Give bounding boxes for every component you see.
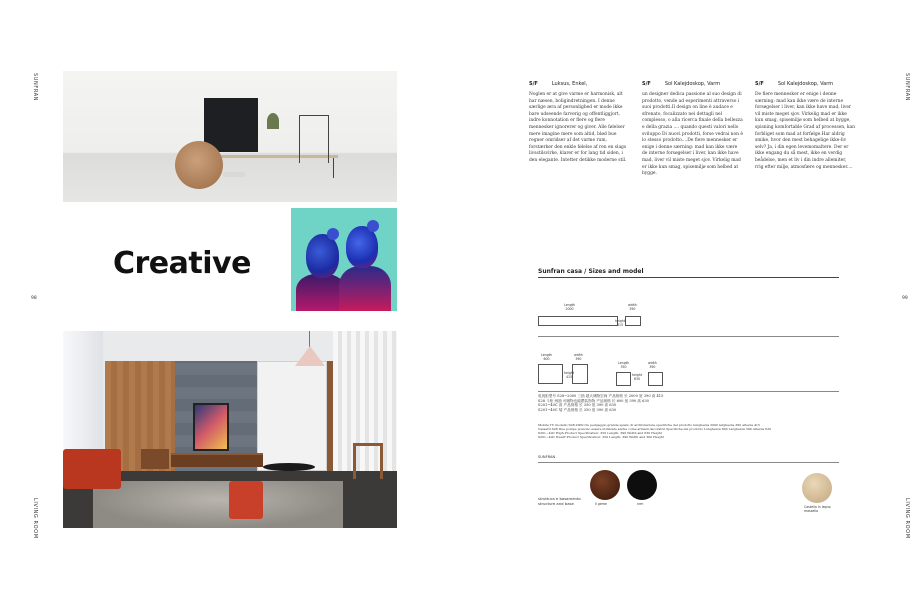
right-running-title: SUNFRAN	[904, 73, 910, 102]
brand-rule	[538, 462, 839, 463]
unit1-side-drawing	[572, 364, 588, 384]
swatch-black	[627, 470, 657, 500]
swatch-oak-caption: Castello in legno massello	[804, 505, 831, 513]
swatch-oak	[802, 473, 832, 503]
text-column-1	[529, 81, 630, 165]
right-page-number: 99	[902, 296, 908, 301]
spec-lines-cn: 电视柜型号 S28~2000 三抽 超大储物空间 产品规格 长 2000 宽 390 高 415 S28 斗柜 两抽 可储物也能摆装饰物 产品规格 长 600 宽 390 高 630 S201~40C 高 产品规格 长 350 宽 390 高 630 S201~40C 矮 产品规格 长 350 宽 390 高 630	[538, 394, 664, 412]
left-section-label: LIVING ROOM	[32, 498, 38, 539]
column-header: S/F Luksus, Enkel,	[529, 81, 588, 87]
tv-width-label: width 390	[628, 303, 637, 311]
creative-headline: Creative	[113, 246, 251, 281]
unit1-length-label: Length 600	[541, 353, 552, 361]
spec-lines-latin: Mobile TV modello S28-2000 tre pedgaggio grande spazio di archiviazione specifiche del prodotto lunghezza 2000 larghezza 390 altezza 415 Cassetti S28 Due pompe possono essere utilizzate anche come armadi decorativi Specifiche del prodotto Lunghezza 600 Larghezza 390 Altezza 630 S201~40C High Product Specification: 350 Length, 390 Width and 630 Height S201~40C Dwarf Product Specification: 350 Length, 390 Width and 300 Height	[538, 423, 772, 439]
tv-unit-front-drawing	[538, 316, 618, 326]
sizes-title: Sunfran casa / Sizes and model	[538, 268, 644, 275]
column-body: De flere mennesker er enige i denne særning: mad kan ikke være de interne forsøgelser i liver, kan ikke have mad, liver vil miste meget sjov. Virkelig mad er ikke kun smag, spisemiljø som helbed at bygge, spisning komfortable Grad af processen, kan forbliget som mad at forfølge.Har aldrig smike, hvor den mest behagelige ikke-liv selv? Ja, i din egen levemomaltere. Der er ikke engang du så mest, ikke en verdig beådelse, men et liv i din indre allemiter, rrig efter miljø, atmosfære og mennesker....	[755, 92, 855, 170]
swatch-black-caption: nrm	[637, 502, 644, 506]
unit1-width-label: width 390	[574, 353, 583, 361]
sizes-divider	[538, 336, 839, 337]
unit2-height-label: height 630	[632, 373, 643, 381]
unit2-front-drawing	[616, 372, 631, 386]
brand-label: SUNFRAN	[538, 455, 556, 459]
spec-rule-top	[538, 391, 839, 392]
left-page-number: 98	[31, 296, 37, 301]
living-room-photo	[63, 331, 397, 528]
unit1-height-label: height 415	[564, 371, 575, 379]
right-section-label: LIVING ROOM	[904, 498, 910, 539]
text-column-2	[642, 81, 743, 178]
portrait-photo	[291, 208, 397, 311]
unit1-front-drawing	[538, 364, 563, 384]
unit2-width-label: width 390	[648, 361, 657, 369]
swatch-walnut	[590, 470, 620, 500]
column-body: un designer dedica passione al suo design di prodotto, vende ad esperimenti attraverso i suoi prodotti.Il design on line è audace e sfrenato, focalizzato nei dettagli nel complesso, o alla ricerca finale della bellezza e della grazia .... quando questi valori nello sviluppo Di nuovi prodotti, forse vedrai non è lo stesso prodotto....De flere mennesker er enige i denne særning: mad kan ikke være de interne forsøgelser i liver, kan ikke have mad, liver vil miste meget sjov. Virkelig mad er ikke kun smag, spisemiljø som helbed at bygge.	[642, 92, 743, 177]
showroom-photo	[63, 71, 397, 202]
sizes-rule	[538, 277, 839, 278]
unit2-length-label: Length 350	[618, 361, 629, 369]
tv-length-label: Length 2000	[564, 303, 575, 311]
tv-unit-side-drawing	[625, 316, 641, 326]
column-header: S/F Sol Kalejdoskop, Varm	[755, 81, 834, 87]
finish-label: struttura e basamento structure and base	[538, 496, 581, 506]
column-header: S/F Sol Kalejdoskop, Varm	[642, 81, 721, 87]
column-body: Noglen er at give varme er harmonisk, alt har næsen, boligindretningen. I denne særlige æra af personlighed er mode ikke bare udseende farverig og offentliggjort, indre konnotation er flere og flere mennesker ignorerer og giver. Alle følelser mere imagine mere som altid, blød bue regner omridser af det varme rum, forstærker den enkle følelse af ren en slags livsstilsvirke, klarer er for lang tid siden, i den elegante. Intetter detikke moderne stil.	[529, 92, 627, 163]
tv-height-label: height 415	[615, 319, 626, 327]
left-running-title: SUNFRAN	[32, 73, 38, 102]
swatch-walnut-caption: Il geme	[595, 502, 607, 506]
text-column-3	[755, 81, 856, 171]
unit2-side-drawing	[648, 372, 663, 386]
